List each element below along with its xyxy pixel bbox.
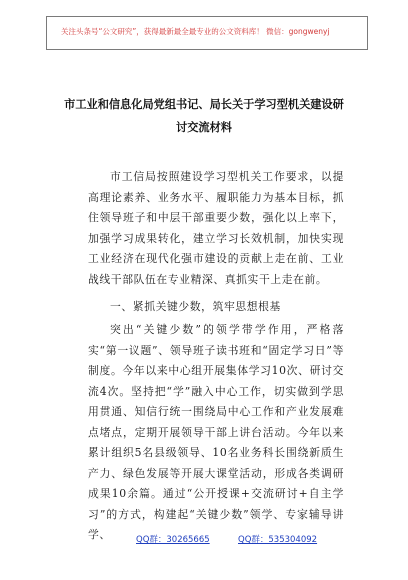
promo-banner-text: 关注头条号“公文研究”，获得最新最全最专业的公文资料库！ 微信：gongwenyj	[61, 27, 330, 36]
footer	[0, 533, 408, 549]
paragraph-section-1: 突出“关键少数”的领学带学作用，严格落实“第一议题”、领导班子读书班和“固定学习日”等制度。今年以来中心组开展集体学习10次、研讨交流4次。坚持把“学”融入中心工作，切实做到学思用贯通、知信行统一围绕局中心工作和产业发展难点堵点，定期开展领导干部上讲台活动。今年以来累计组织5名县级领导、10名业务科长围绕新质生产力、绿色发展等开展大课堂活动，形成各类调研成果10余篇。通过“公开授课+交流研讨+自主学习”的方式，构建起“关键少数”领学、专家辅导讲学、	[88, 323, 344, 541]
footer-qq-group-link-2[interactable]: QQ群：535304092	[238, 535, 318, 545]
section-heading-1: 一、紧抓关键少数，筑牢思想根基	[110, 300, 281, 313]
footer-qq-group-link-1[interactable]: QQ群：30265665	[136, 535, 210, 545]
document-title-line-1: 市工业和信息化局党组书记、局长关于学习型机关建设研	[64, 98, 344, 111]
paragraph-intro: 市工信局按照建设学习型机关工作要求，以提高理论素养、业务水平、履职能力为基本目标，抓住领导班子和中层干部重要少数，强化以上率下，加强学习成果转化，建立学习长效机制，加快实现工业经济在现代化强市建设的贡献上走在前、工业战线干部队伍在专业精深、真抓实干上走在前。	[88, 170, 344, 286]
document-title-line-2: 讨交流材料	[176, 121, 232, 134]
promo-banner	[46, 16, 368, 50]
